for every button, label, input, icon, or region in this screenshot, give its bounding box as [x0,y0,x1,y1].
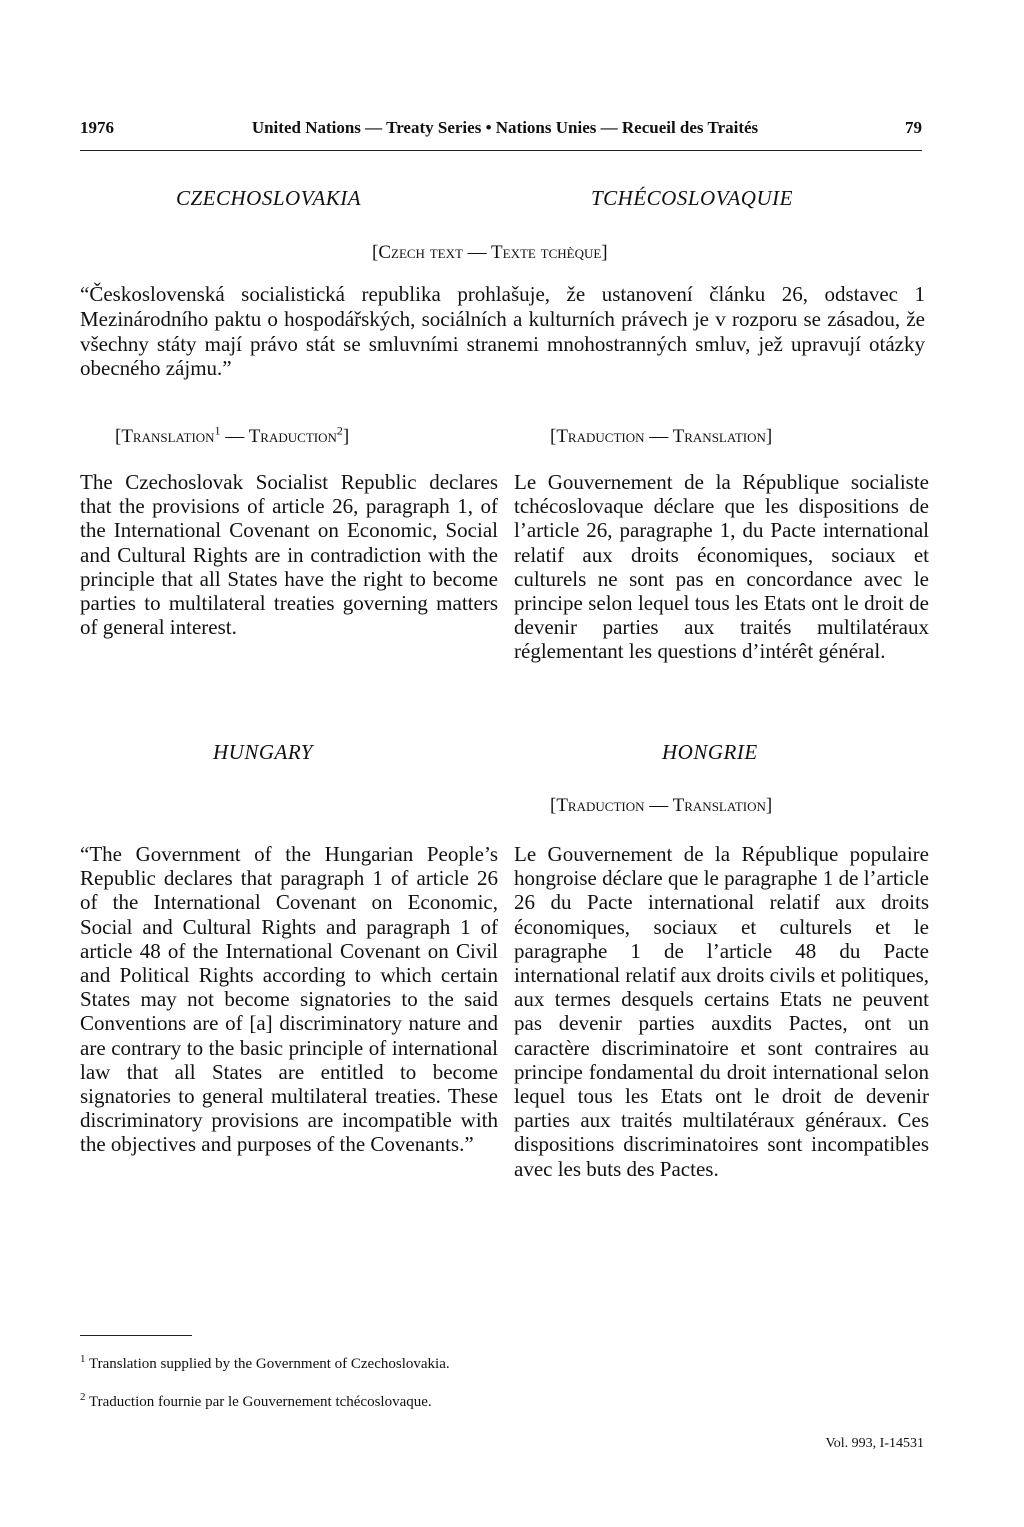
footnote-ref-2: 2 [336,423,343,438]
running-header [80,118,922,140]
hungary-declaration-french: Le Gouvernement de la République populaire hongroise déclare que le paragraphe 1 de l’article 26 du Pacte international relatif aux droits économiques, sociaux et culturels et le paragraphe 1 de l’article 48 du Pacte international relatif aux droits civils et politiques, aux termes desquels certains Etats ne peuvent pas devenir parties auxdits Pactes, ont un caractère discriminatoire et sont contraires au principe fondamental du droit international selon lequel tous les Etats ont le droit de devenir parties aux traités multilatéraux généraux. Ces dispositions discriminatoires sont incompatibles avec les buts des Pactes. [514,842,929,1181]
translation-label: [Translation$^1$ — Traduction$^2$] [115,423,350,447]
footnote-ref-1: 1 [214,423,221,438]
title-hungary-fr: HONGRIE [662,740,758,764]
header-series-title: United Nations — Treaty Series • Nations Unies — Recueil des Traités [251,118,759,137]
header-rule [80,150,922,151]
czech-declaration-text: “Československá socialistická republika prohlašuje, že ustanovení článku 26, odstavec 1 Mezinárodního paktu o hospodářských, sociálních a kulturních právech je v rozporu se zásadou, že všechny státy mají právo stát se smluvními stranemi mnohostranných smluv, jež upravují otázky obecného zájmu.” [80,282,925,381]
czech-declaration-english: The Czechoslovak Socialist Republic declares that the provisions of article 26, paragraph 1, of the International Covenant on Economic, Social and Cultural Rights are in contradiction with the principle that all States have the right to become parties to multilateral treaties governing matters of general interest. [80,470,498,640]
title-czechoslovakia-fr: TCHÉCOSLOVAQUIE [591,186,793,210]
hungary-declaration-english: “The Government of the Hungarian People’s Republic declares that paragraph 1 of article 26 of the International Covenant on Economic, Social and Cultural Rights and paragraph 1 of article 48 of the International Covenant on Civil and Political Rights according to which certain States may not become signatories to the said Conventions are of [a] discriminatory nature and are contrary to the basic principle of international law that all States are entitled to become signatories to general multilateral treaties. These discriminatory provisions are incompatible with the objectives and purposes of the Covenants.” [80,842,498,1157]
traduction-label-czech: [Traduction — Translation] [550,426,773,447]
volume-reference: Vol. 993, I-14531 [825,1436,924,1451]
footnote-2: $^2$ Traduction fournie par le Gouvernement tchécoslovaque. [80,1391,432,1410]
traduction-label-hungary: [Traduction — Translation] [550,795,773,816]
title-czechoslovakia-en: CZECHOSLOVAKIA [176,186,362,210]
header-page-number: 79 [905,118,922,137]
title-hungary-en: HUNGARY [213,740,313,764]
czech-declaration-french: Le Gouvernement de la République socialiste tchécoslovaque déclare que les dispositions de l’article 26, paragraphe 1, du Pacte international relatif aux droits économiques, sociaux et culturels ne sont pas en concordance avec le principe selon lequel tous les Etats ont le droit de devenir parties aux traités multilatéraux réglementant les questions d’intérêt général. [514,470,929,664]
czech-text-label: [Czech text — Texte tchèque] [372,242,608,263]
header-year: 1976 [80,118,114,137]
footnote-1: $^1$ Translation supplied by the Government of Czechoslovakia. [80,1353,450,1372]
footnote-rule [80,1335,192,1336]
